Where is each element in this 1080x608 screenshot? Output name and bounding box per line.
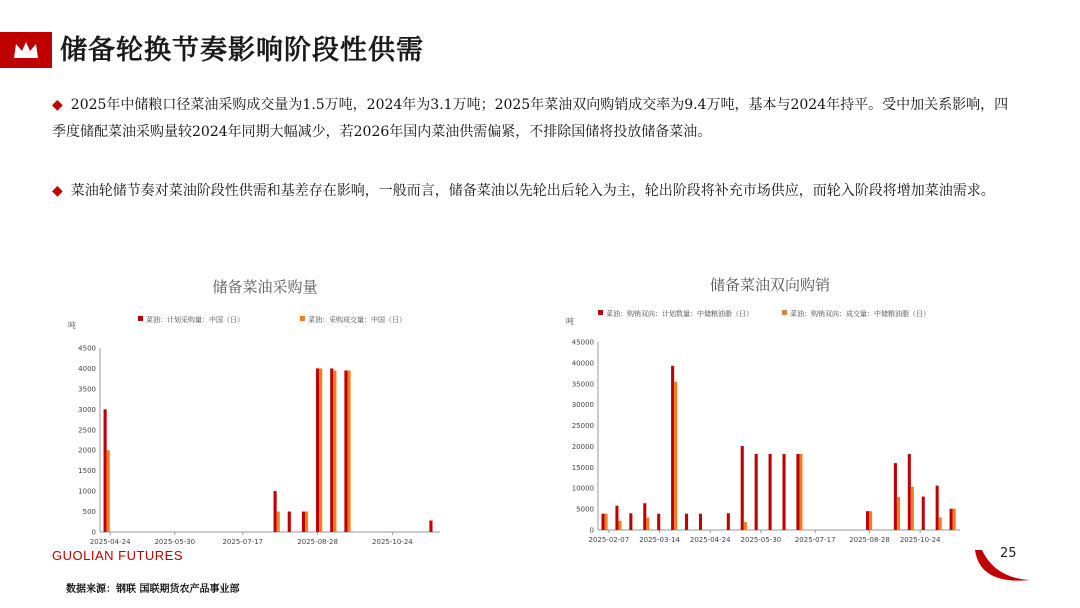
y-tick-label: 0 — [91, 528, 96, 537]
bar — [741, 446, 744, 530]
legend-entry: 菜油：购销双向：计划数量：中储粮油脂（日） — [606, 310, 753, 318]
bar — [671, 366, 674, 530]
legend-entry: 菜油：采购成交量：中国（日） — [308, 316, 406, 324]
page-title: 储备轮换节奏影响阶段性供需 — [60, 35, 424, 66]
y-tick-label: 45000 — [571, 338, 594, 347]
bar — [936, 486, 939, 530]
chart-1 — [60, 310, 480, 546]
y-tick-label: 10000 — [571, 484, 594, 493]
bar — [333, 370, 336, 532]
brand-logo-text: GUOLIAN FUTURES — [52, 548, 184, 563]
bar — [769, 454, 772, 530]
bar — [605, 514, 608, 530]
data-source: 数据来源：钢联 国联期货农产品事业部 — [66, 584, 240, 595]
bar — [319, 368, 322, 532]
bar — [347, 370, 350, 532]
paragraph-1 — [52, 92, 1012, 146]
bar — [869, 511, 872, 530]
x-tick-label: 2025-10-24 — [899, 536, 941, 544]
x-tick-label: 2025-04-24 — [689, 536, 731, 544]
bar — [782, 454, 785, 530]
bar — [897, 497, 900, 530]
y-tick-label: 5000 — [576, 505, 594, 514]
diamond-bullet-icon: ◆ — [52, 183, 63, 199]
y-tick-label: 500 — [82, 508, 96, 517]
y-tick-label: 2500 — [78, 426, 96, 435]
x-tick-label: 2025-07-17 — [222, 538, 264, 546]
title-accent-bar — [0, 32, 52, 68]
y-tick-label: 2000 — [78, 446, 96, 455]
y-tick-label: 40000 — [571, 359, 594, 368]
bar — [911, 487, 914, 530]
bar — [107, 450, 110, 532]
legend-swatch — [782, 310, 787, 315]
bar — [316, 368, 319, 532]
y-tick-label: 4500 — [78, 344, 96, 353]
bar — [685, 514, 688, 530]
bar — [104, 409, 107, 532]
bar — [615, 506, 618, 530]
bar — [330, 368, 333, 532]
y-axis-label: 吨 — [68, 321, 76, 330]
bar — [274, 491, 277, 532]
bar — [305, 512, 308, 532]
chart-1-title: 储备菜油采购量 — [212, 278, 318, 296]
x-tick-label: 2025-04-24 — [89, 538, 131, 546]
legend-entry: 菜油：购销双向：成交量：中储粮油脂（日） — [790, 310, 930, 318]
bar — [953, 509, 956, 530]
bar — [939, 517, 942, 530]
y-tick-label: 3000 — [78, 405, 96, 414]
bar — [950, 509, 953, 530]
y-tick-label: 4000 — [78, 364, 96, 373]
bar — [277, 512, 280, 532]
x-tick-label: 2025-05-30 — [740, 536, 782, 544]
bar — [429, 521, 432, 532]
bar — [302, 512, 305, 532]
bar — [629, 513, 632, 530]
bar — [894, 463, 897, 530]
paragraph-1-text: 2025年中储粮口径菜油采购成交量为1.5万吨，2024年为3.1万吨；2025年菜油双向购销成交率为9.4万吨，基本与2024年持平。受中加关系影响，四季度储配菜油采购量较2024年同期大幅减少，若2026年国内菜油供需偏紧，不排除国储将投放储备菜油。 — [52, 97, 1009, 140]
x-tick-label: 2025-10-24 — [372, 538, 413, 546]
bar — [674, 382, 677, 530]
bar — [744, 522, 747, 530]
bar — [922, 497, 925, 530]
bar — [799, 454, 802, 530]
y-tick-label: 25000 — [571, 422, 594, 431]
y-tick-label: 20000 — [571, 442, 594, 451]
diamond-bullet-icon: ◆ — [52, 97, 63, 113]
bar — [657, 514, 660, 530]
legend-swatch — [138, 316, 143, 321]
bar — [755, 454, 758, 530]
x-tick-label: 2025-08-28 — [849, 536, 890, 544]
y-tick-label: 30000 — [571, 401, 594, 410]
x-tick-label: 2025-07-17 — [794, 536, 836, 544]
bar — [908, 454, 911, 530]
bar — [646, 517, 649, 530]
x-tick-label: 2025-08-28 — [297, 538, 338, 546]
bar — [344, 370, 347, 532]
chart-2-title: 储备菜油双向购销 — [709, 276, 830, 294]
legend-swatch — [598, 310, 603, 315]
paragraph-2-text: 菜油轮储节奏对菜油阶段性供需和基差存在影响，一般而言，储备菜油以先轮出后轮入为主，轮出阶段将补充市场供应，而轮入阶段将增加菜油需求。 — [70, 183, 995, 199]
y-tick-label: 0 — [589, 526, 594, 535]
bar — [643, 503, 646, 530]
x-tick-label: 2025-05-30 — [154, 538, 196, 546]
y-tick-label: 1000 — [78, 487, 96, 496]
y-axis-label: 吨 — [566, 317, 574, 326]
page-number: 25 — [1000, 546, 1017, 561]
y-tick-label: 1500 — [78, 467, 96, 476]
x-tick-label: 2025-03-14 — [639, 536, 680, 544]
paragraph-2 — [52, 178, 1012, 205]
y-tick-label: 15000 — [571, 463, 594, 472]
legend-entry: 菜油：计划采购量：中国（日） — [146, 316, 244, 324]
legend-swatch — [300, 316, 305, 321]
bar — [796, 454, 799, 530]
chart-2 — [560, 302, 980, 542]
bar — [288, 512, 291, 532]
bar — [699, 514, 702, 530]
bar — [618, 521, 621, 530]
bar — [601, 514, 604, 530]
bar — [727, 513, 730, 530]
y-tick-label: 3500 — [78, 385, 96, 394]
bar — [866, 511, 869, 530]
y-tick-label: 35000 — [571, 380, 594, 389]
x-tick-label: 2025-02-07 — [588, 536, 630, 544]
